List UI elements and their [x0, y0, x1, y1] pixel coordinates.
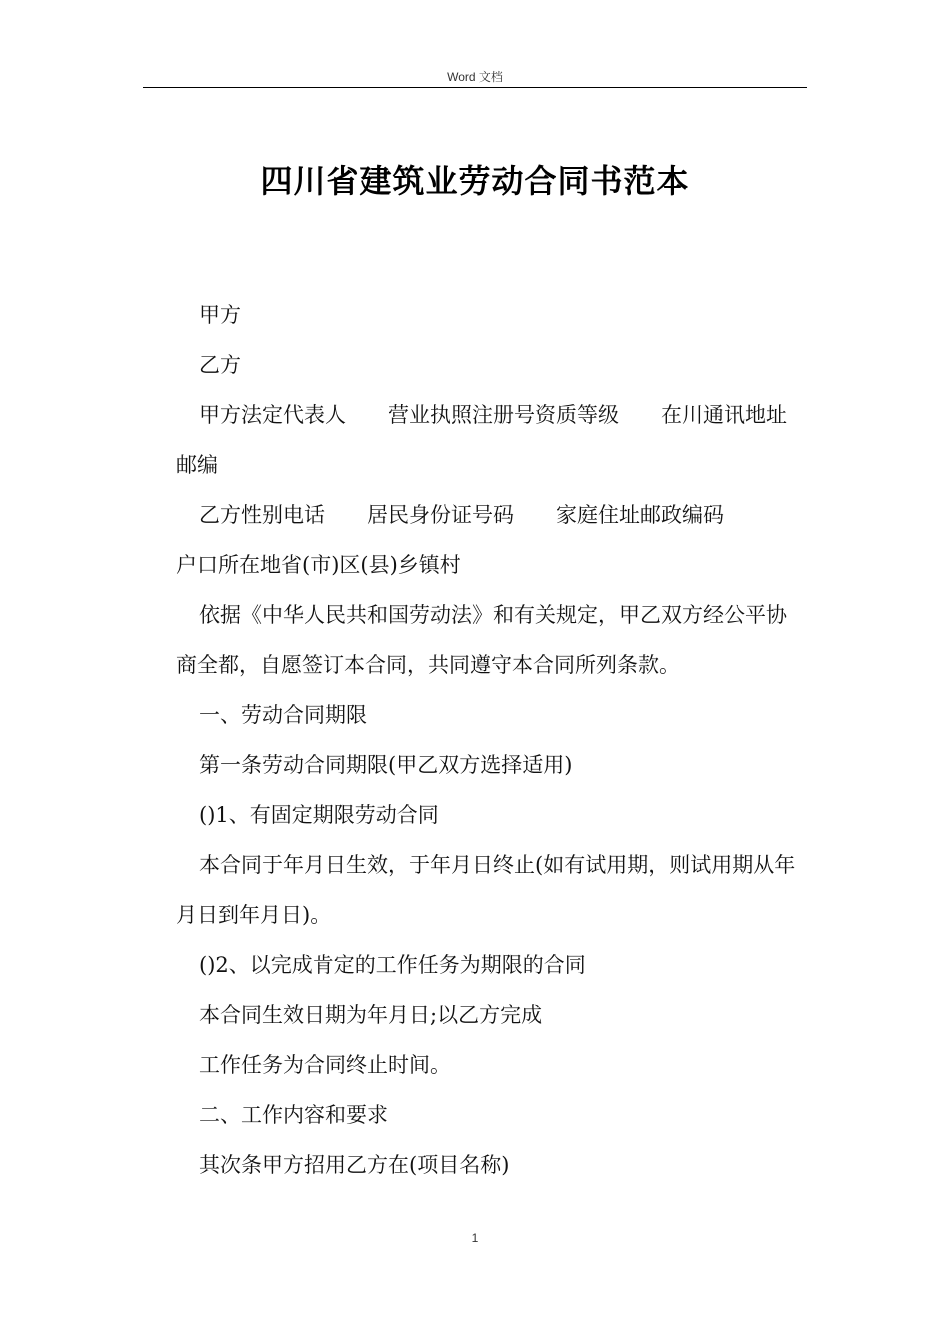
page-number: 1: [471, 1231, 479, 1245]
paragraph-party-b: 乙方: [199, 353, 241, 377]
paragraph-party-a-details: 甲方法定代表人 营业执照注册号资质等级 在川通讯地址邮编: [176, 403, 787, 477]
option-2-task-based: ()2、以完成肯定的工作任务为期限的合同: [199, 953, 586, 977]
option-1-details: 本合同于年月日生效，于年月日终止(如有试用期，则试用期从年月日到年月日)。: [176, 853, 796, 927]
option-2-details-cont: 工作任务为合同终止时间。: [199, 1053, 451, 1077]
page-header-label: Word 文档: [447, 70, 503, 84]
article-2-text: 其次条甲方招用乙方在(项目名称): [199, 1153, 510, 1177]
document-body: [176, 290, 806, 1190]
document-title: 四川省建筑业劳动合同书范本: [260, 162, 690, 200]
article-1-title: 第一条劳动合同期限(甲乙双方选择适用): [199, 753, 573, 777]
paragraph-party-b-details: 乙方性别电话 居民身份证号码 家庭住址邮政编码: [199, 503, 724, 527]
section-heading-contract-term: 一、劳动合同期限: [199, 703, 367, 727]
option-1-fixed-term: ()1、有固定期限劳动合同: [199, 803, 439, 827]
section-heading-work-content: 二、工作内容和要求: [199, 1103, 388, 1127]
paragraph-party-a: 甲方: [199, 303, 241, 327]
paragraph-preamble: 依据《中华人民共和国劳动法》和有关规定，甲乙双方经公平协商全都，自愿签订本合同，共同遵守本合同所列条款。: [176, 603, 787, 677]
option-2-details: 本合同生效日期为年月日;以乙方完成: [199, 1003, 543, 1027]
header-divider: [143, 87, 807, 88]
paragraph-household-registration: 户口所在地省(市)区(县)乡镇村: [176, 553, 461, 577]
